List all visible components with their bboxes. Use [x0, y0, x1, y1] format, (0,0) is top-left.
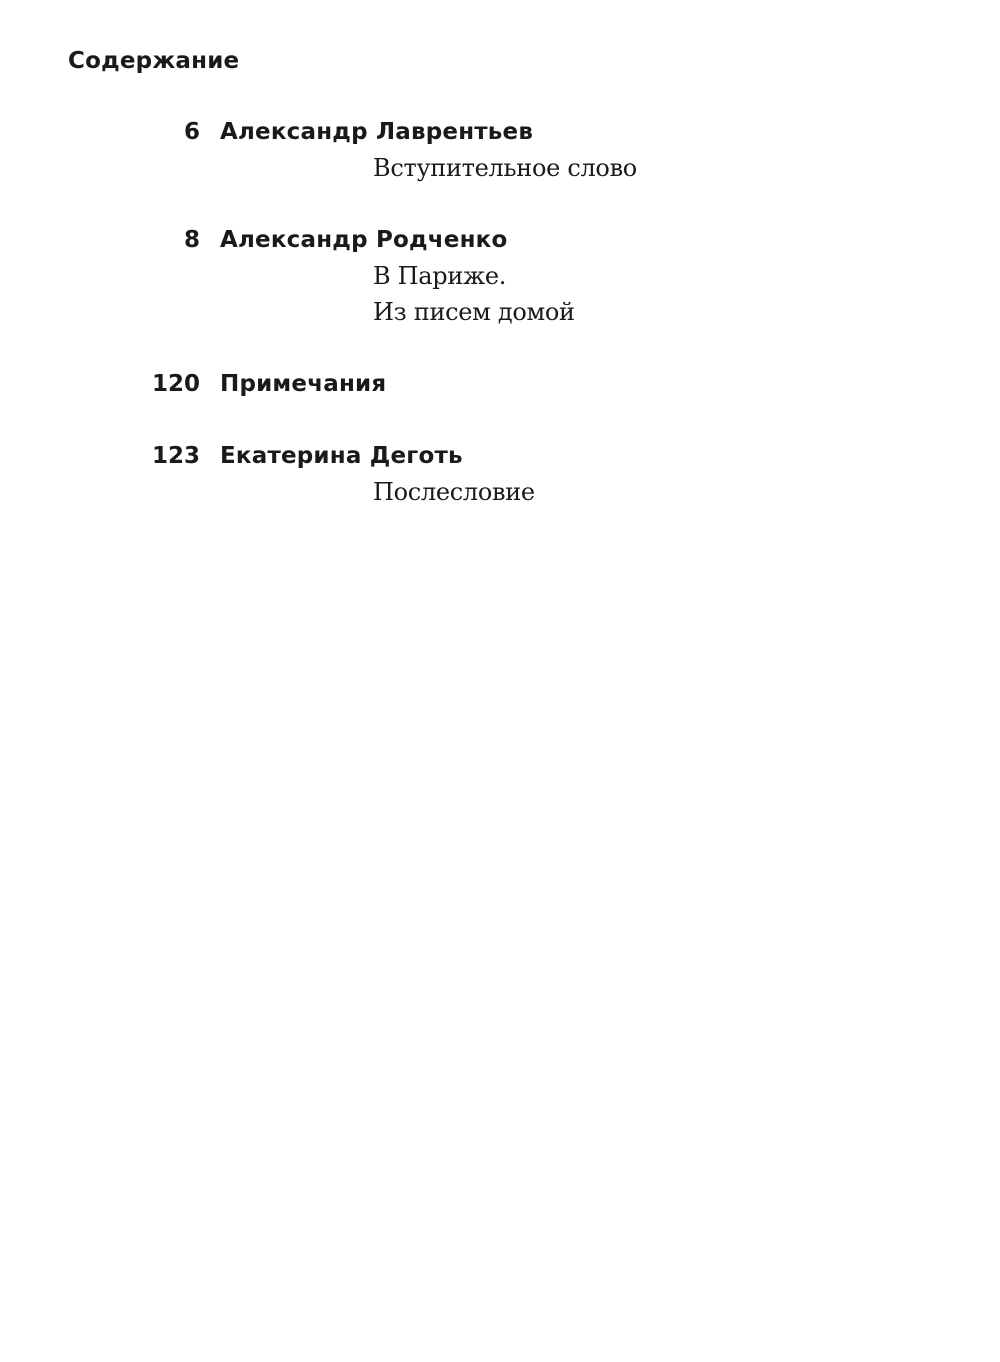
entry-page-number: 123	[151, 443, 200, 469]
toc-entry	[0, 438, 1000, 510]
entry-head	[0, 222, 1000, 258]
entry-page-number: 6	[183, 119, 200, 145]
entry-author: Екатерина Деготь	[220, 443, 463, 469]
entry-author: Александр Родченко	[220, 227, 508, 253]
entry-section-title: Примечания	[220, 371, 387, 397]
entry-head	[0, 114, 1000, 150]
toc-entry	[0, 222, 1000, 330]
entry-titles	[373, 150, 1000, 186]
entry-title-line: В Париже.	[373, 262, 507, 290]
entry-title-line: Вступительное слово	[373, 154, 637, 182]
entry-head	[0, 366, 1000, 402]
toc-entry	[0, 366, 1000, 402]
entry-page-number: 8	[183, 227, 200, 253]
entry-author: Александр Лаврентьев	[220, 119, 534, 145]
entry-titles	[373, 258, 1000, 330]
entry-title-line: Из писем домой	[373, 298, 575, 326]
toc-list	[0, 114, 1000, 546]
entry-titles	[373, 474, 1000, 510]
entry-page-number: 120	[151, 371, 200, 397]
toc-heading: Содержание	[68, 48, 240, 74]
entry-head	[0, 438, 1000, 474]
toc-entry	[0, 114, 1000, 186]
entry-title-line: Послесловие	[373, 478, 535, 506]
